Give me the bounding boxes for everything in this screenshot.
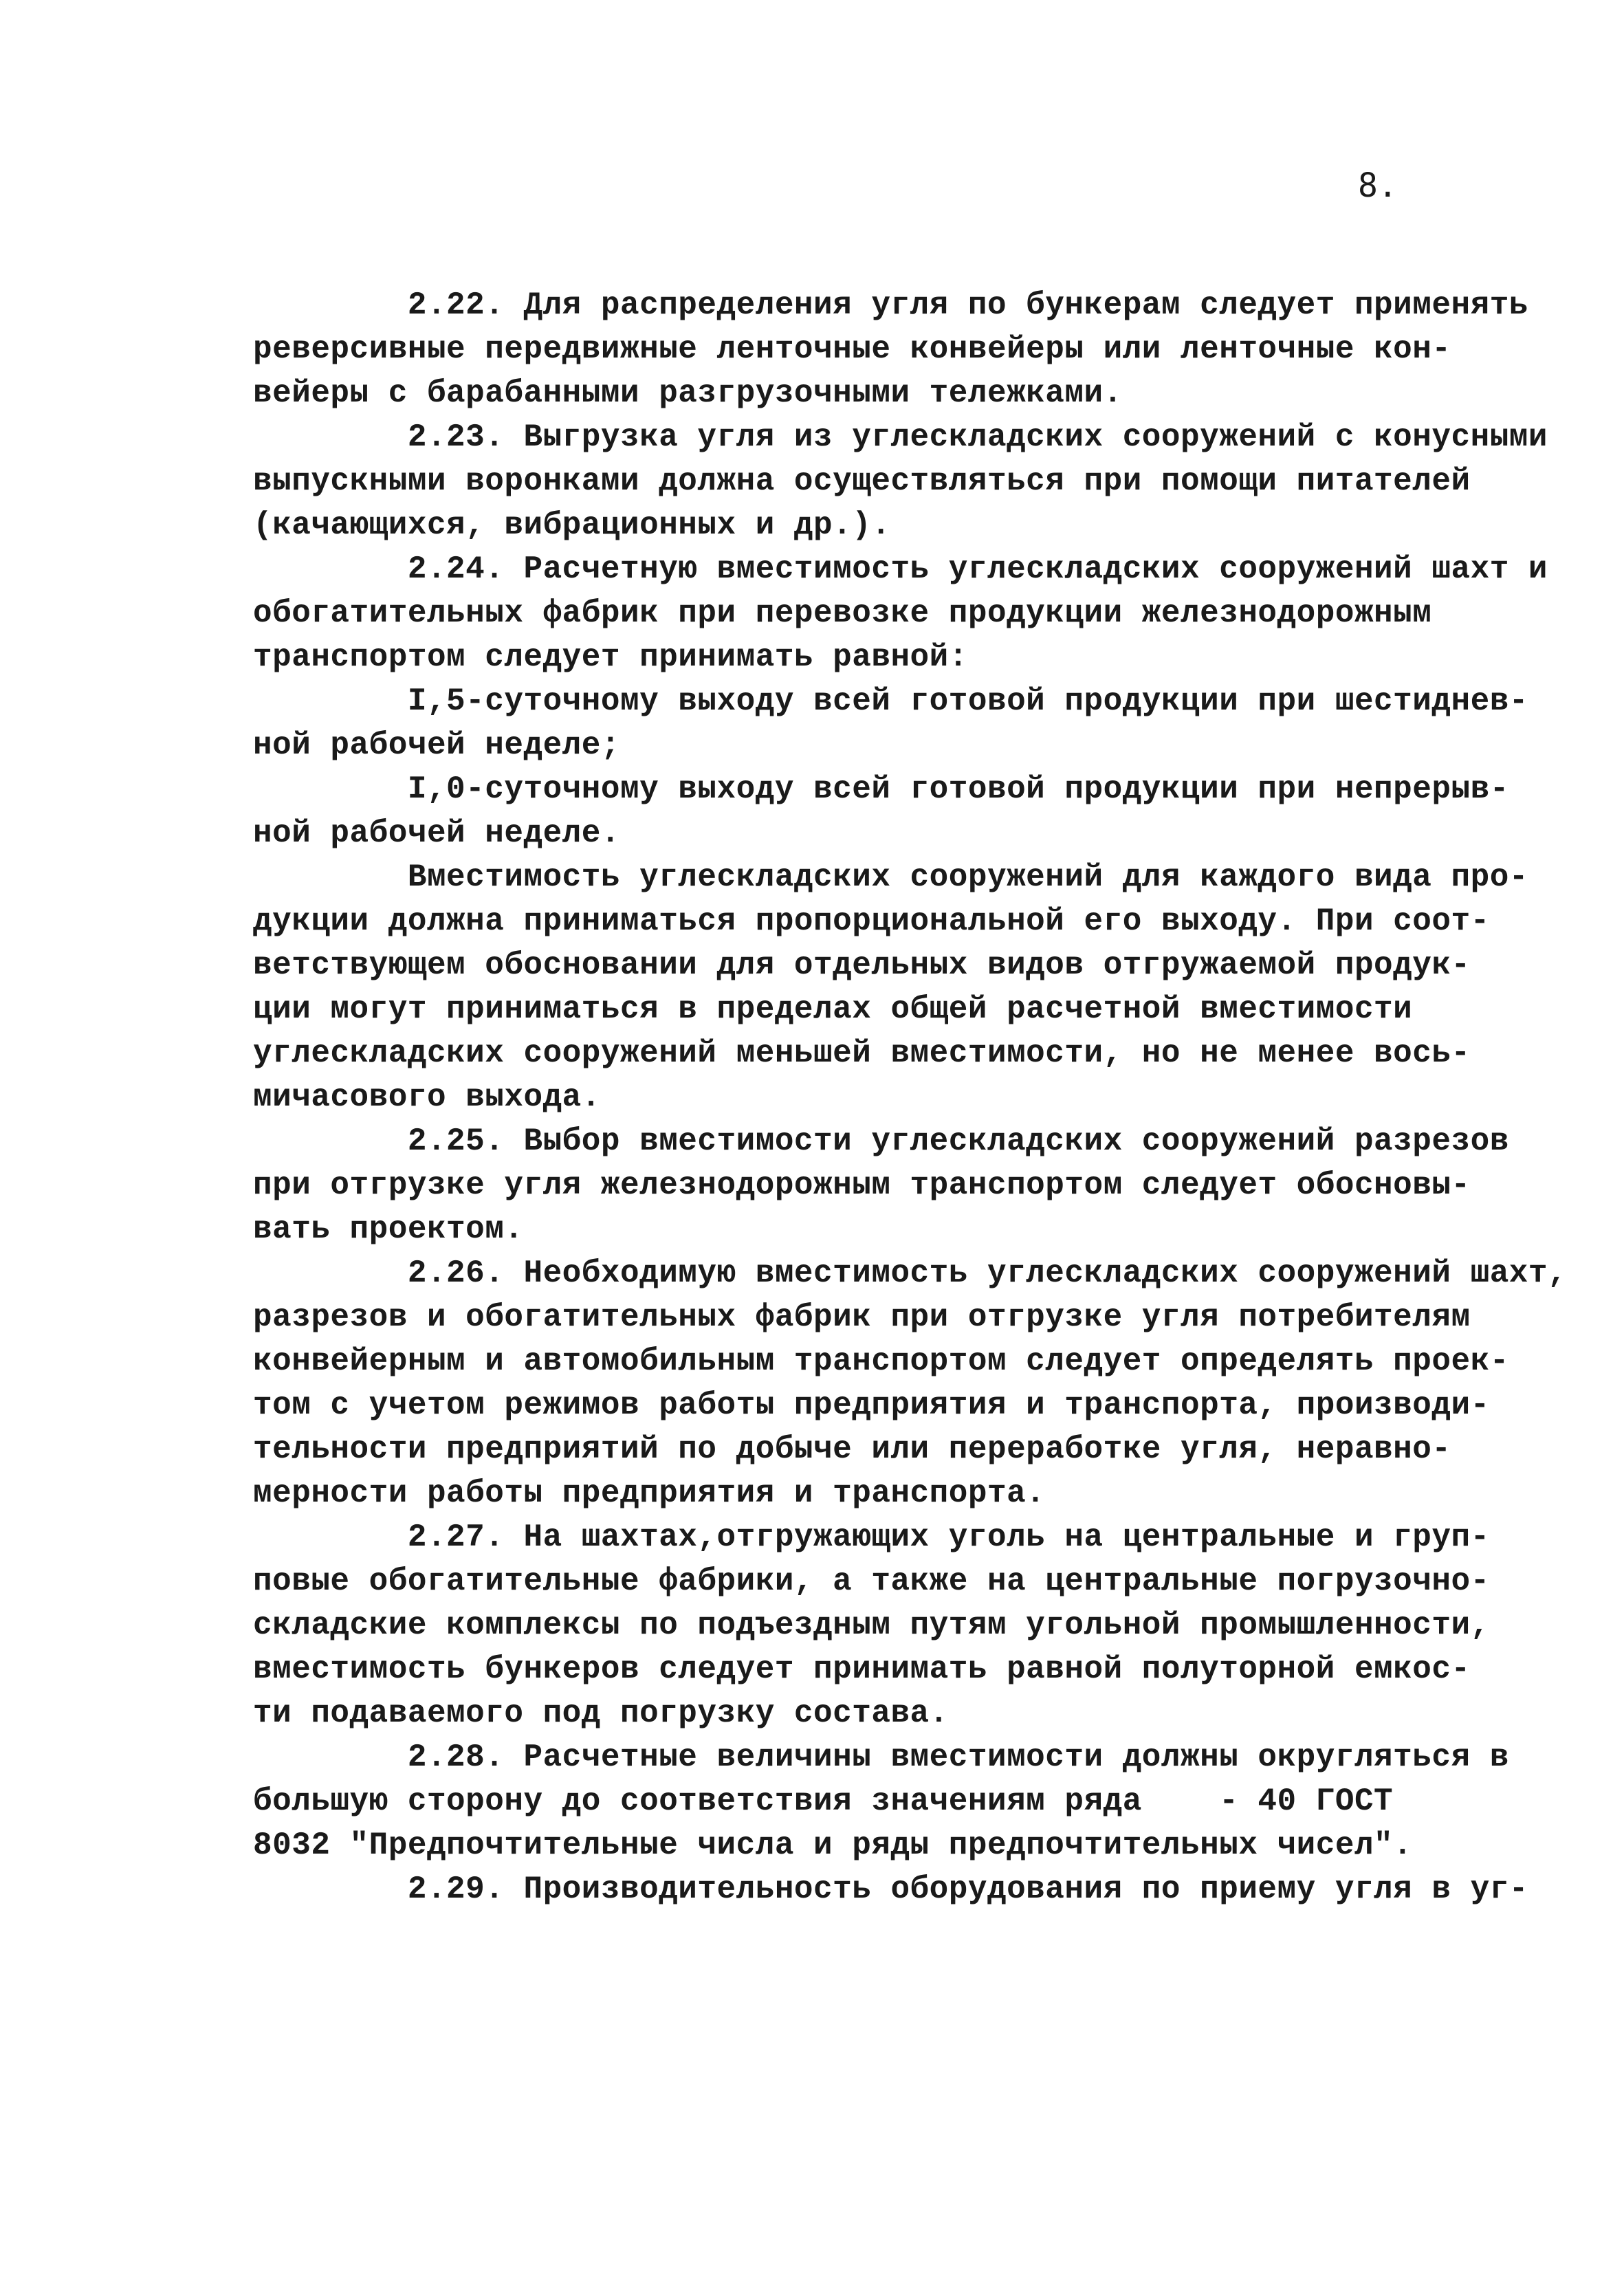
text-line: 2.22. Для распределения угля по бункерам следует применять: [253, 287, 1528, 323]
text-line: вать проектом.: [253, 1211, 524, 1247]
text-line: том с учетом режимов работы предприятия и транспорта, производи-: [253, 1387, 1490, 1423]
text-line: 8032 "Предпочтительные числа и ряды предпочтительных чисел".: [253, 1827, 1413, 1863]
text-line: 2.28. Расчетные величины вместимости должны округляться в: [253, 1739, 1509, 1775]
text-line: выпускными воронками должна осуществляться при помощи питателей: [253, 463, 1471, 499]
text-line: (качающихся, вибрационных и др.).: [253, 507, 891, 543]
text-line: 2.26. Необходимую вместимость углескладских сооружений шахт,: [253, 1255, 1568, 1291]
text-line: обогатительных фабрик при перевозке продукции железнодорожным: [253, 595, 1432, 631]
text-line: вейеры с барабанными разгрузочными тележками.: [253, 375, 1123, 411]
page-number: 8.: [1358, 166, 1398, 205]
body-text: [253, 283, 1568, 1911]
text-line: Вместимость углескладских сооружений для каждого вида про-: [253, 859, 1528, 895]
text-line: мичасового выхода.: [253, 1079, 601, 1115]
text-line: тельности предприятий по добыче или переработке угля, неравно-: [253, 1431, 1451, 1467]
text-line: ции могут приниматься в пределах общей расчетной вместимости: [253, 991, 1413, 1027]
text-line: конвейерным и автомобильным транспортом следует определять проек-: [253, 1343, 1509, 1379]
text-line: большую сторону до соответствия значениям ряда - 40 ГОСТ: [253, 1783, 1394, 1819]
text-line: 2.29. Производительность оборудования по приему угля в уг-: [253, 1871, 1528, 1907]
text-line: разрезов и обогатительных фабрик при отгрузке угля потребителям: [253, 1299, 1471, 1335]
text-line: ти подаваемого под погрузку состава.: [253, 1695, 949, 1731]
text-line: реверсивные передвижные ленточные конвейеры или ленточные кон-: [253, 331, 1451, 367]
text-line: I,5-суточному выходу всей готовой продукции при шестиднев-: [253, 683, 1528, 719]
text-line: углескладских сооружений меньшей вместимости, но не менее вось-: [253, 1035, 1471, 1071]
text-line: дукции должна приниматься пропорциональной его выходу. При соот-: [253, 903, 1490, 939]
text-line: 2.24. Расчетную вместимость углескладских сооружений шахт и: [253, 551, 1548, 587]
text-line: ной рабочей неделе.: [253, 815, 620, 851]
text-line: вместимость бункеров следует принимать равной полуторной емкос-: [253, 1651, 1471, 1687]
text-line: складские комплексы по подъездным путям угольной промышленности,: [253, 1607, 1490, 1643]
text-line: транспортом следует принимать равной:: [253, 639, 968, 675]
text-line: I,0-суточному выходу всей готовой продукции при непрерыв-: [253, 771, 1509, 807]
text-line: 2.23. Выгрузка угля из углескладских сооружений с конусными: [253, 419, 1548, 455]
text-line: ной рабочей неделе;: [253, 727, 620, 763]
text-line: повые обогатительные фабрики, а также на центральные погрузочно-: [253, 1563, 1490, 1599]
text-line: при отгрузке угля железнодорожным транспортом следует обосновы-: [253, 1167, 1471, 1203]
text-line: ветствующем обосновании для отдельных видов отгружаемой продук-: [253, 947, 1471, 983]
text-line: мерности работы предприятия и транспорта.: [253, 1475, 1046, 1511]
text-line: 2.27. На шахтах,отгружающих уголь на центральные и груп-: [253, 1519, 1490, 1555]
text-line: 2.25. Выбор вместимости углескладских сооружений разрезов: [253, 1123, 1509, 1159]
